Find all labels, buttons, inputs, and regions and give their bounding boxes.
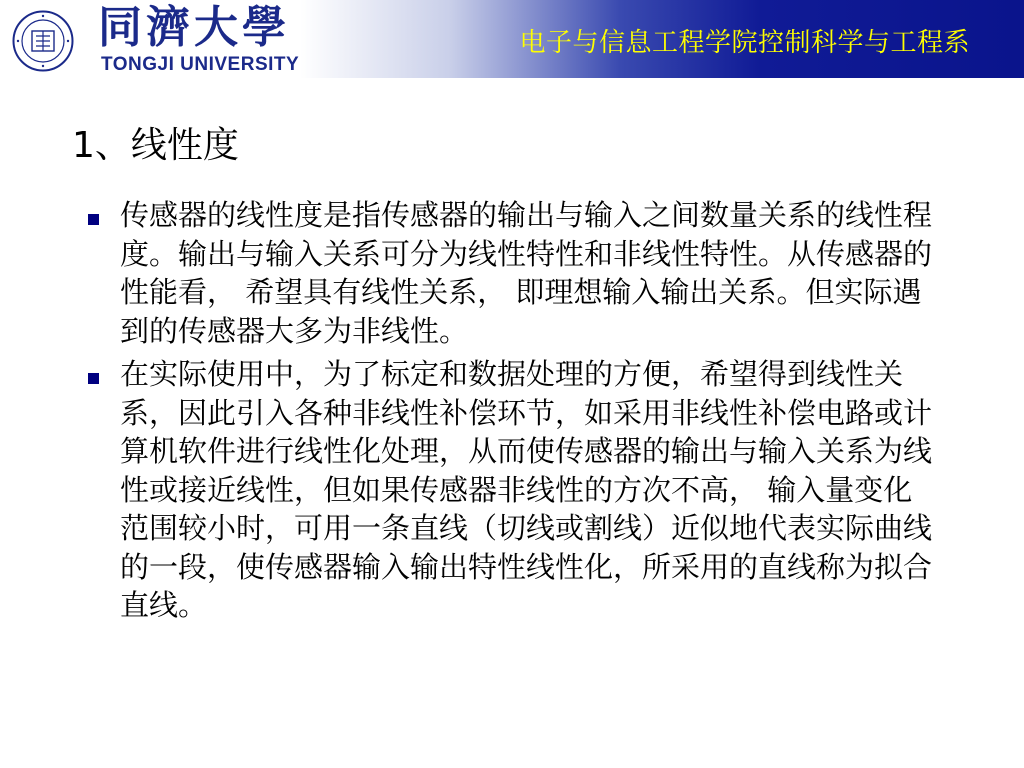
header-banner [0, 0, 1024, 78]
logo-chinese-name: 同濟大學 [98, 2, 290, 53]
bullet-item [84, 355, 954, 625]
university-seal-icon [12, 10, 74, 72]
square-bullet-icon [88, 214, 99, 225]
department-name: 电子与信息工程学院控制科学与工程系 [519, 28, 970, 58]
logo-english-name: TONGJI UNIVERSITY [101, 54, 300, 75]
bullet-text: 传感器的线性度是指传感器的输出与输入之间数量关系的线性程度。输出与输入关系可分为线性特性和非线性特性。从传感器的性能看， 希望具有线性关系， 即理想输入输出关系。但实际遇到的传感器大多为非线性。 [120, 198, 933, 348]
bullet-item [84, 196, 954, 350]
square-bullet-icon [88, 373, 99, 384]
slide-title: 1、线性度 [72, 125, 239, 166]
bullet-text: 在实际使用中，为了标定和数据处理的方便，希望得到线性关系，因此引入各种非线性补偿环节，如采用非线性补偿电路或计算机软件进行线性化处理，从而使传感器的输出与输入关系为线性或接近线性，但如果传感器非线性的方次不高， 输入量变化范围较小时，可用一条直线（切线或割线）近似地代表实际曲线的一段，使传感器输入输出特性线性化，所采用的直线称为拟合直线。 [120, 357, 933, 622]
bullet-list [84, 196, 954, 630]
